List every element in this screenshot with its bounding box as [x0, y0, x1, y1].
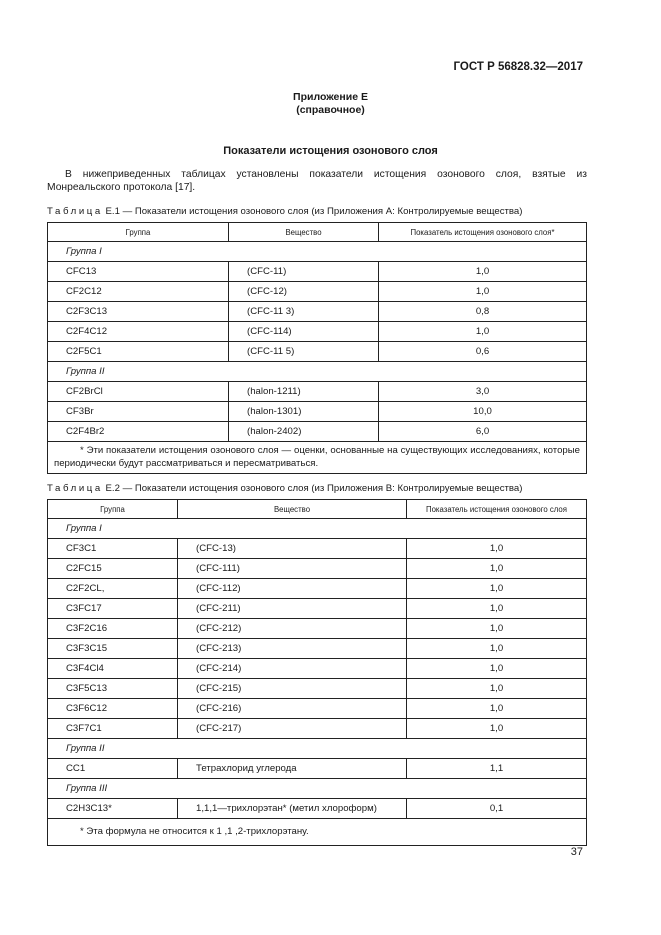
odp-cell: 1,0	[407, 579, 587, 599]
table2	[47, 499, 587, 846]
formula-cell: C3FC17	[48, 599, 178, 619]
table-row	[48, 679, 587, 699]
odp-cell: 3,0	[379, 382, 587, 402]
table-row	[48, 302, 587, 322]
substance-cell: (CFC-212)	[178, 619, 407, 639]
table1-caption-text: Е.1 — Показатели истощения озонового слоя (из Приложения А: Контролируемые вещества)	[105, 206, 523, 217]
formula-cell: C2F5C1	[48, 342, 229, 362]
table1-note-row	[48, 442, 587, 474]
odp-cell: 1,1	[407, 759, 587, 779]
formula-cell: C2F4C12	[48, 322, 229, 342]
table-row	[48, 282, 587, 302]
formula-cell: C2F4Br2	[48, 422, 229, 442]
formula-cell: C3F3C15	[48, 639, 178, 659]
table1-header-row	[48, 223, 587, 242]
substance-cell: Тетрахлорид углерода	[178, 759, 407, 779]
table-row	[48, 539, 587, 559]
table2-header-odp: Показатель истощения озонового слоя	[407, 500, 587, 519]
substance-cell: (halon-1301)	[229, 402, 379, 422]
substance-cell: (CFC-114)	[229, 322, 379, 342]
table-row	[48, 699, 587, 719]
substance-cell: (CFC-215)	[178, 679, 407, 699]
table2-group-row	[48, 519, 587, 539]
formula-cell: CF3C1	[48, 539, 178, 559]
formula-cell: CFC13	[48, 262, 229, 282]
odp-cell: 1,0	[407, 539, 587, 559]
substance-cell: 1,1,1—трихлорэтан* (метил хлороформ)	[178, 799, 407, 819]
odp-cell: 1,0	[407, 699, 587, 719]
odp-cell: 1,0	[407, 639, 587, 659]
formula-cell: C3F4Cl4	[48, 659, 178, 679]
table2-caption-text: Е.2 — Показатели истощения озонового слоя (из Приложения В: Контролируемые вещества)	[105, 483, 523, 494]
odp-cell: 0,1	[407, 799, 587, 819]
group-label: Группа III	[48, 779, 587, 799]
substance-cell: (CFC-213)	[178, 639, 407, 659]
odp-cell: 1,0	[379, 282, 587, 302]
odp-cell: 0,8	[379, 302, 587, 322]
table-row	[48, 799, 587, 819]
formula-cell: C3F6C12	[48, 699, 178, 719]
group-label: Группа I	[48, 242, 587, 262]
substance-cell: (CFC-13)	[178, 539, 407, 559]
odp-cell: 0,6	[379, 342, 587, 362]
formula-cell: C2F3C13	[48, 302, 229, 322]
odp-cell: 1,0	[407, 659, 587, 679]
formula-cell: CF2C12	[48, 282, 229, 302]
odp-cell: 1,0	[407, 559, 587, 579]
group-label: Группа II	[48, 739, 587, 759]
table1-caption	[47, 206, 522, 217]
table2-group-row	[48, 779, 587, 799]
formula-cell: C3F5C13	[48, 679, 178, 699]
page-number: 37	[570, 846, 583, 858]
substance-cell: (halon-2402)	[229, 422, 379, 442]
odp-cell: 1,0	[407, 719, 587, 739]
formula-cell: C2F2CL,	[48, 579, 178, 599]
odp-cell: 6,0	[379, 422, 587, 442]
table2-caption-word: Таблица	[47, 483, 103, 494]
document-code: ГОСТ Р 56828.32—2017	[453, 61, 583, 73]
substance-cell: (CFC-112)	[178, 579, 407, 599]
odp-cell: 1,0	[407, 599, 587, 619]
table1-header-substance: Вещество	[229, 223, 379, 242]
table1	[47, 222, 587, 474]
substance-cell: (halon-1211)	[229, 382, 379, 402]
odp-cell: 1,0	[407, 679, 587, 699]
table-row	[48, 659, 587, 679]
table-row	[48, 382, 587, 402]
table1-caption-word: Таблица	[47, 206, 103, 217]
substance-cell: (CFC-11)	[229, 262, 379, 282]
formula-cell: C2H3C13*	[48, 799, 178, 819]
table1-header-odp: Показатель истощения озонового слоя*	[379, 223, 587, 242]
appendix-heading	[0, 91, 661, 117]
table2-caption	[47, 483, 522, 494]
table-row	[48, 639, 587, 659]
odp-cell: 1,0	[407, 619, 587, 639]
table2-note-row	[48, 819, 587, 846]
table1-group-row	[48, 242, 587, 262]
table-row	[48, 759, 587, 779]
substance-cell: (CFC-11 3)	[229, 302, 379, 322]
group-label: Группа I	[48, 519, 587, 539]
table-row	[48, 262, 587, 282]
table-row	[48, 599, 587, 619]
table2-group-row	[48, 739, 587, 759]
substance-cell: (CFC-217)	[178, 719, 407, 739]
substance-cell: (CFC-11 5)	[229, 342, 379, 362]
formula-cell: C3F7C1	[48, 719, 178, 739]
table-row	[48, 422, 587, 442]
substance-cell: (CFC-216)	[178, 699, 407, 719]
table-row	[48, 342, 587, 362]
formula-cell: C3F2C16	[48, 619, 178, 639]
formula-cell: C2FC15	[48, 559, 178, 579]
section-title: Показатели истощения озонового слоя	[223, 145, 438, 157]
substance-cell: (CFC-211)	[178, 599, 407, 619]
group-label: Группа II	[48, 362, 587, 382]
formula-cell: CF2BrCl	[48, 382, 229, 402]
table-row	[48, 579, 587, 599]
table-row	[48, 619, 587, 639]
formula-cell: CF3Br	[48, 402, 229, 422]
table1-footnote	[48, 442, 587, 474]
substance-cell: (CFC-111)	[178, 559, 407, 579]
table-row	[48, 719, 587, 739]
odp-cell: 1,0	[379, 262, 587, 282]
table-row	[48, 322, 587, 342]
odp-cell: 1,0	[379, 322, 587, 342]
table2-header-group: Группа	[48, 500, 178, 519]
formula-cell: CC1	[48, 759, 178, 779]
table1-header-group: Группа	[48, 223, 229, 242]
table2-footnote-text: * Эта формула не относится к 1 ,1 ,2-трихлорэтану.	[80, 825, 309, 837]
table1-footnote-text: * Эти показатели истощения озонового слоя — оценки, основанные на существующих исследованиях, которые периодически будут рассматриваться и пересматриваться.	[54, 445, 580, 469]
appendix-title: Приложение Е	[293, 91, 368, 103]
substance-cell: (CFC-12)	[229, 282, 379, 302]
table-row	[48, 559, 587, 579]
table2-footnote	[48, 819, 587, 846]
appendix-subtitle: (справочное)	[296, 104, 365, 116]
intro-paragraph: В нижеприведенных таблицах установлены показатели истощения озонового слоя, взятые из Монреальского протокола [17].	[47, 169, 587, 194]
table1-group-row	[48, 362, 587, 382]
odp-cell: 10,0	[379, 402, 587, 422]
table-row	[48, 402, 587, 422]
table2-header-substance: Вещество	[178, 500, 407, 519]
substance-cell: (CFC-214)	[178, 659, 407, 679]
table2-header-row	[48, 500, 587, 519]
